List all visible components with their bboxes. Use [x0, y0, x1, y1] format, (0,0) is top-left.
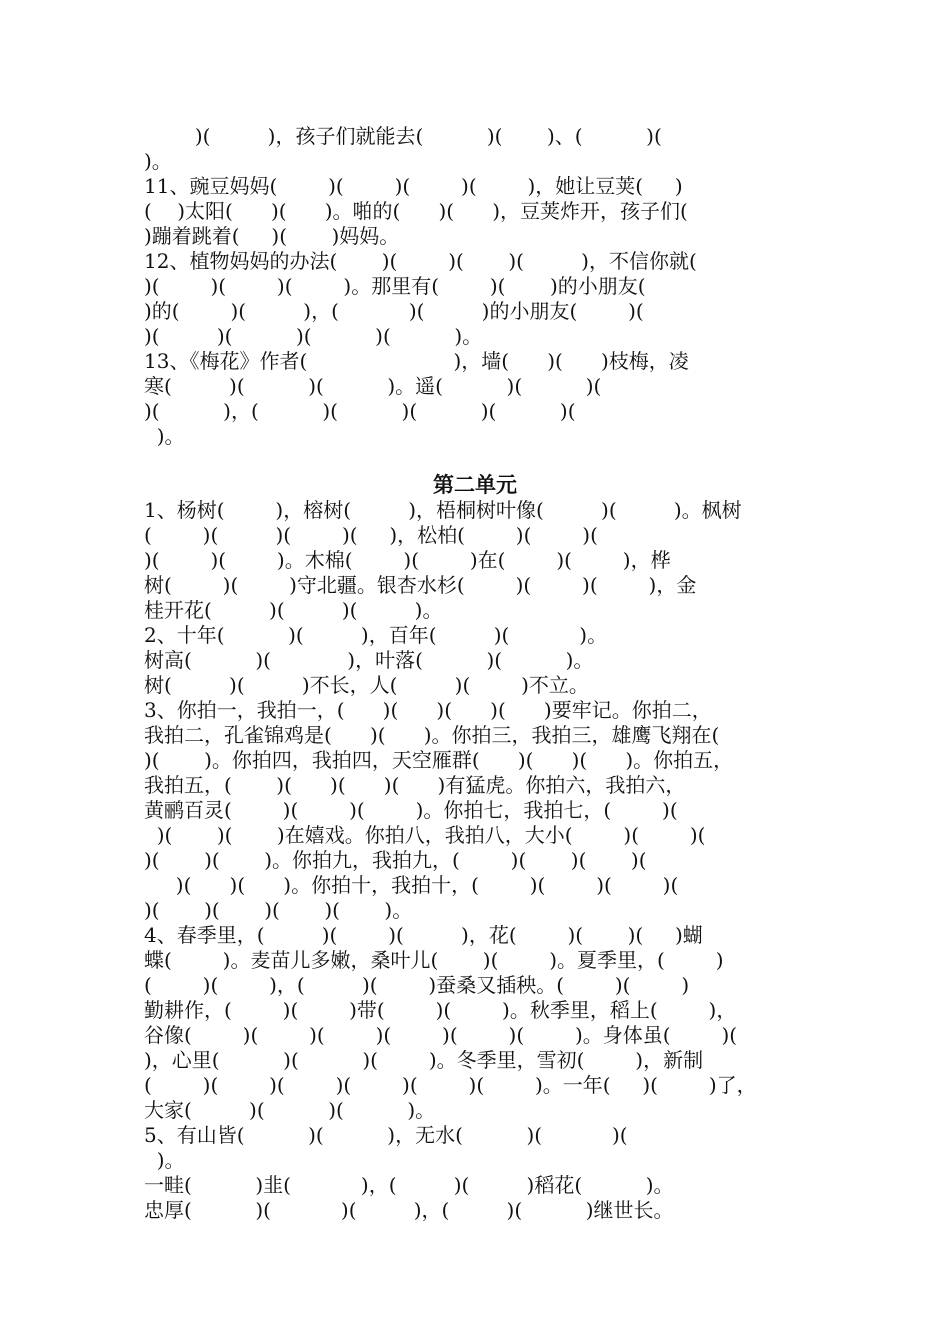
text-line: )。 — [144, 424, 185, 448]
text-line: 黄鹂百灵( )( )( )。你拍七，我拍七，( )( — [144, 798, 678, 822]
text-line: ( )( )，( )( )蚕桑又插秧。( )( ) — [144, 973, 690, 997]
text-line: )( )( )( )。那里有( )( )的小朋友( — [144, 274, 646, 298]
text-line: )( )( )。木棉( )( )在( )( )，桦 — [144, 548, 671, 572]
text-line: )。 — [144, 149, 172, 173]
text-line: ( )( )( )( )( )( )。一年( )( )了， — [144, 1073, 757, 1097]
text-line: 5、有山皆( )( )，无水( )( )( — [144, 1123, 628, 1147]
text-line: 大家( )( )( )。 — [144, 1098, 436, 1122]
text-line: 1、杨树( )，榕树( )，梧桐树叶像( )( )。枫树 — [144, 498, 742, 522]
text-line: )( )( )( )( )。 — [144, 324, 483, 348]
text-line: 忠厚( )( )( )，( )( )继世长。 — [144, 1198, 674, 1222]
text-line: )( )，孩子们就能去( )( )、( )( — [144, 124, 662, 148]
text-line: )。 — [144, 1148, 185, 1172]
text-line: 我拍五，( )( )( )( )有猛虎。你拍六，我拍六， — [144, 773, 686, 797]
text-line: 2、十年( )( )，百年( )( )。 — [144, 623, 608, 647]
text-line: 蝶( )。麦苗儿多嫩，桑叶儿( )( )。夏季里，( ) — [144, 948, 724, 972]
text-line: 12、植物妈妈的办法( )( )( )( )，不信你就( — [144, 249, 697, 273]
unit-heading: 第二单元 — [433, 473, 517, 497]
text-line: 谷像( )( )( )( )( )( )。身体虽( )( — [144, 1023, 738, 1047]
text-line: )( )，( )( )( )( )( — [144, 399, 576, 423]
text-line: )蹦着跳着( )( )妈妈。 — [144, 224, 400, 248]
text-line: 勤耕作，( )( )带( )( )。秋季里，稻上( )， — [144, 998, 737, 1022]
text-line: 13、《梅花》作者( )，墙( )( )枝梅，凌 — [144, 349, 689, 373]
text-line: 树( )( )不长，人( )( )不立。 — [144, 673, 589, 697]
text-line: 4、春季里，( )( )( )，花( )( )( )蝴 — [144, 923, 703, 947]
text-line: 桂开花( )( )( )。 — [144, 598, 443, 622]
text-line: )( )( )。你拍九，我拍九，( )( )( )( — [144, 848, 647, 872]
text-line: )的( )( )，( )( )的小朋友( )( — [144, 299, 644, 323]
text-line: )( )( )在嬉戏。你拍八，我拍八，大小( )( )( — [144, 823, 706, 847]
text-line: ( )( )( )( )，松柏( )( )( — [144, 523, 598, 547]
text-line: )( )( )。你拍十，我拍十，( )( )( )( — [144, 873, 679, 897]
text-line: 11、豌豆妈妈( )( )( )( )，她让豆荚( ) — [144, 174, 683, 198]
text-line: 树高( )( )，叶落( )( )。 — [144, 648, 594, 672]
text-line: 寒( )( )( )。遥( )( )( — [144, 374, 602, 398]
text-line: )( )。你拍四，我拍四，天空雁群( )( )( )。你拍五， — [144, 748, 734, 772]
text-line: )( )( )( )( )。 — [144, 898, 413, 922]
text-line: )，心里( )( )( )。冬季里，雪初( )，新制 — [144, 1048, 704, 1072]
text-line: ( )太阳( )( )。啪的( )( )，豆荚炸开，孩子们( — [144, 199, 688, 223]
text-line: 3、你拍一，我拍一，( )( )( )( )要牢记。你拍二， — [144, 698, 712, 722]
text-line: 树( )( )守北疆。银杏水杉( )( )( )，金 — [144, 573, 697, 597]
text-line: 一畦( )韭( )，( )( )稻花( )。 — [144, 1173, 674, 1197]
text-line: 我拍二，孔雀锦鸡是( )( )。你拍三，我拍三，雄鹰飞翔在( — [144, 723, 720, 747]
